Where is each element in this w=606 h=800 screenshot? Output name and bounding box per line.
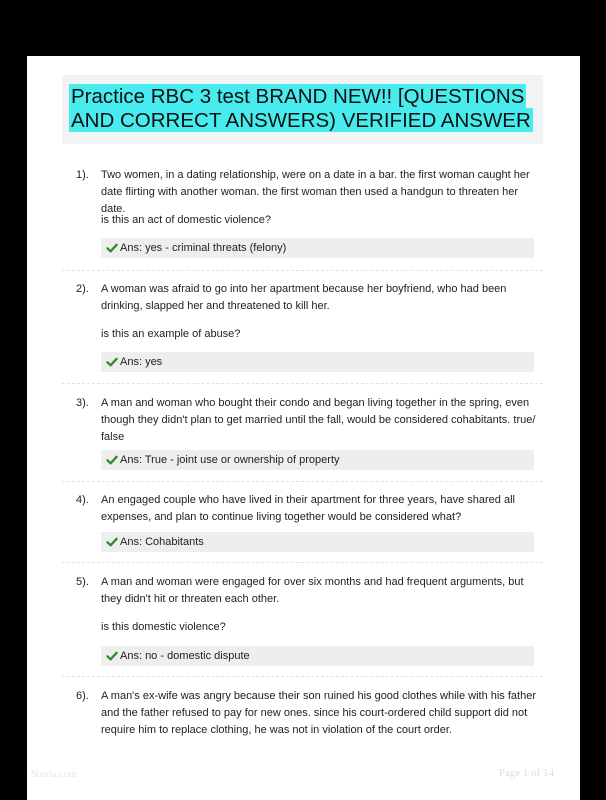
document-page bbox=[27, 56, 580, 800]
question-number: 5). bbox=[76, 576, 89, 588]
question-subtext: is this domestic violence? bbox=[101, 621, 226, 633]
question-text: A man's ex-wife was angry because their son ruined his good clothes while with his father and the father refused to pay for new ones. since his court-ordered child support did not require him to replace clothing, he was not in violation of the court order. bbox=[101, 690, 536, 736]
question-number: 1). bbox=[76, 169, 89, 181]
separator bbox=[62, 562, 543, 563]
question-text: A woman was afraid to go into her apartment because her boyfriend, who had been drinking, slapped her and threatened to kill her. bbox=[101, 283, 507, 312]
question-number: 6). bbox=[76, 690, 89, 702]
check-icon bbox=[106, 536, 118, 548]
title-highlight: Practice RBC 3 test BRAND NEW!! [QUESTIONS AND CORRECT ANSWERS) VERIFIED ANSWER bbox=[71, 85, 531, 132]
answer-box bbox=[101, 450, 534, 470]
answer-text: Ans: no - domestic dispute bbox=[120, 650, 250, 662]
check-icon bbox=[106, 242, 118, 254]
separator bbox=[62, 676, 543, 677]
question-subtext: is this an act of domestic violence? bbox=[101, 214, 271, 226]
page-number: Page 1 of 14 bbox=[498, 767, 554, 779]
question-text: A man and woman who bought their condo and began living together in the spring, even though they didn't plan to get married until the fall, would be considered cohabitants. true/ false bbox=[101, 397, 536, 443]
separator bbox=[62, 481, 543, 482]
check-icon bbox=[106, 454, 118, 466]
question-subtext: is this an example of abuse? bbox=[101, 328, 241, 340]
answer-box bbox=[101, 532, 534, 552]
separator bbox=[62, 270, 543, 271]
separator bbox=[62, 383, 543, 384]
title-banner bbox=[62, 75, 543, 144]
question-number: 2). bbox=[76, 283, 89, 295]
answer-text: Ans: yes - criminal threats (felony) bbox=[120, 242, 287, 254]
question-number: 3). bbox=[76, 397, 89, 409]
question-text: A man and woman were engaged for over six months and had frequent arguments, but they didn't hit or threaten each other. bbox=[101, 576, 524, 605]
check-icon bbox=[106, 650, 118, 662]
answer-text: Ans: Cohabitants bbox=[120, 536, 204, 548]
answer-box bbox=[101, 352, 534, 372]
check-icon bbox=[106, 356, 118, 368]
question-number: 4). bbox=[76, 494, 89, 506]
answer-text: Ans: yes bbox=[120, 356, 163, 368]
question-text: An engaged couple who have lived in their apartment for three years, have shared all expenses, and plan to continue living together would be considered what? bbox=[101, 494, 515, 523]
question-text: Two women, in a dating relationship, were on a date in a bar. the first woman caught her date flirting with another woman. the first woman then used a handgun to threaten her date. bbox=[101, 169, 530, 215]
page-title bbox=[69, 85, 539, 133]
footer-watermark: Stuvia.com bbox=[31, 769, 77, 780]
answer-box bbox=[101, 646, 534, 666]
answer-box bbox=[101, 238, 534, 258]
answer-text: Ans: True - joint use or ownership of property bbox=[120, 454, 340, 466]
